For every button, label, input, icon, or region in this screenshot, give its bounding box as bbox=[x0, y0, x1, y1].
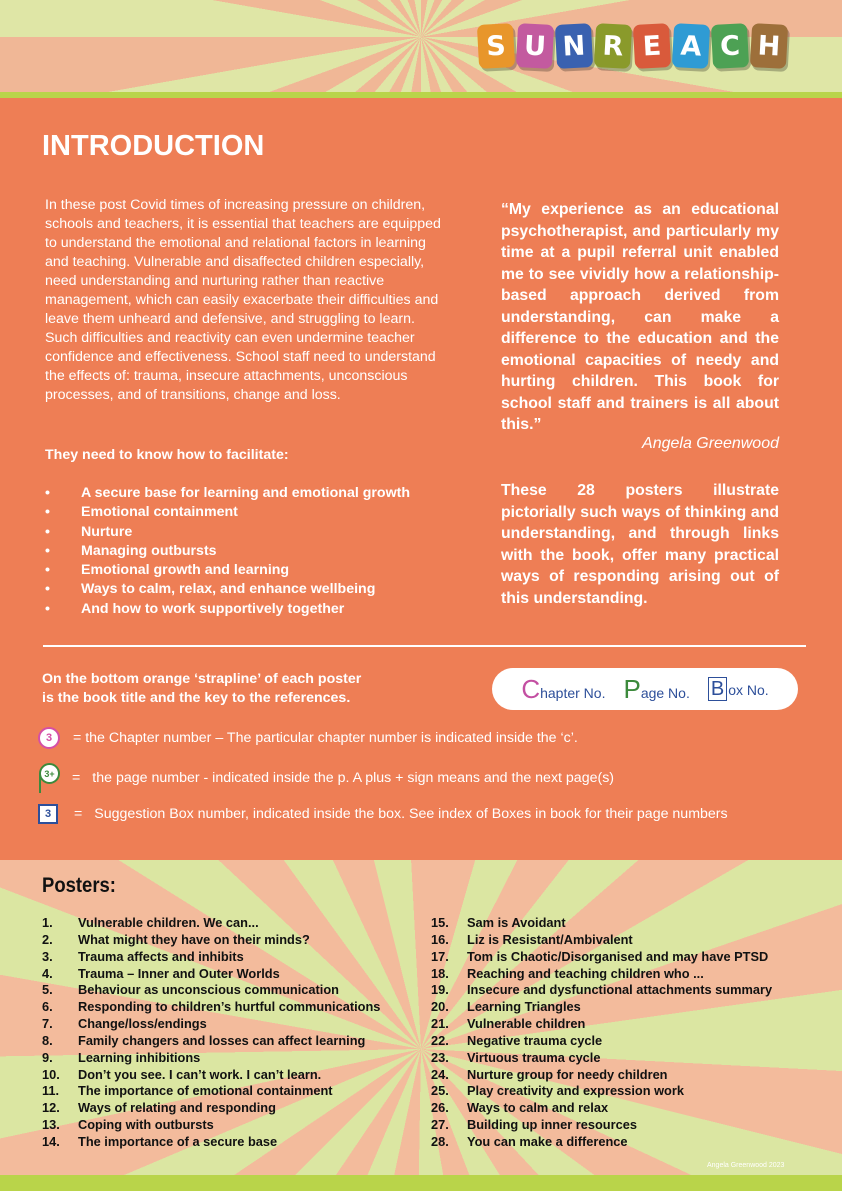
bullet-icon: • bbox=[45, 504, 50, 521]
list-item: • Managing outbursts bbox=[45, 542, 410, 561]
poster-title: What might they have on their minds? bbox=[78, 931, 310, 947]
facilitate-heading: They need to know how to facilitate: bbox=[45, 447, 289, 463]
poster-number: 10. bbox=[42, 1066, 60, 1082]
poster-list-item bbox=[431, 1117, 772, 1134]
poster-number: 11. bbox=[42, 1083, 60, 1099]
bullet-icon: • bbox=[45, 485, 50, 501]
poster-list-item bbox=[42, 1033, 380, 1050]
poster-title: Don’t you see. I can’t work. I can’t learn. bbox=[78, 1066, 322, 1082]
logo-letter-block: R bbox=[594, 23, 632, 69]
posters-heading: Posters: bbox=[42, 874, 116, 897]
poster-title: Trauma affects and inhibits bbox=[78, 948, 244, 964]
poster-number: 25. bbox=[431, 1083, 449, 1099]
strapline-note: On the bottom orange ‘strapline’ of each poster is the book title and the key to the references. bbox=[42, 671, 362, 706]
poster-number: 5. bbox=[42, 982, 53, 998]
poster-title: Learning inhibitions bbox=[78, 1049, 201, 1065]
poster-list-right bbox=[431, 915, 772, 1151]
bullet-icon: • bbox=[45, 562, 50, 579]
poster-list-item bbox=[431, 966, 772, 983]
poster-list-item bbox=[431, 982, 772, 999]
poster-list-item bbox=[42, 1016, 380, 1033]
poster-list-item bbox=[42, 1083, 380, 1100]
logo-letter-block: H bbox=[750, 23, 788, 69]
poster-list-item bbox=[431, 932, 772, 949]
poster-number: 18. bbox=[431, 965, 449, 981]
legend-box: 3 = Suggestion Box number, indicated inside the box. See index of Boxes in book for their page numbers bbox=[38, 804, 728, 824]
poster-list-item bbox=[431, 915, 772, 932]
poster-title: Negative trauma cycle bbox=[467, 1032, 603, 1048]
poster-number: 27. bbox=[431, 1117, 449, 1133]
poster-list-item bbox=[431, 1016, 772, 1033]
poster-title: You can make a difference bbox=[467, 1133, 628, 1149]
poster-list-item bbox=[42, 1067, 380, 1084]
poster-title: Behaviour as unconscious communication bbox=[78, 982, 339, 998]
poster-number: 12. bbox=[42, 1100, 60, 1116]
poster-list-item bbox=[42, 1117, 380, 1134]
poster-title: Virtuous trauma cycle bbox=[467, 1049, 601, 1065]
bullet-icon: • bbox=[45, 523, 50, 540]
poster-number: 24. bbox=[431, 1066, 449, 1082]
poster-title: The importance of emotional containment bbox=[78, 1083, 333, 1099]
key-chapter: C hapter No. bbox=[521, 673, 606, 704]
poster-number: 6. bbox=[42, 999, 53, 1015]
list-item: • Emotional growth and learning bbox=[45, 561, 410, 580]
quote-author: Angela Greenwood bbox=[642, 435, 779, 452]
poster-number: 16. bbox=[431, 931, 449, 947]
poster-list-item bbox=[431, 1100, 772, 1117]
poster-number: 22. bbox=[431, 1032, 449, 1048]
key-page: P age No. bbox=[623, 673, 690, 704]
box-letter-icon: B bbox=[708, 677, 727, 701]
logo-letter-block: S bbox=[477, 23, 515, 69]
poster-list-item bbox=[431, 1067, 772, 1084]
poster-list-item bbox=[431, 1083, 772, 1100]
poster-number: 19. bbox=[431, 982, 449, 998]
poster-number: 17. bbox=[431, 948, 449, 964]
poster-number: 1. bbox=[42, 915, 53, 930]
key-box: B ox No. bbox=[708, 677, 769, 701]
list-item: • Nurture bbox=[45, 523, 410, 542]
poster-number: 9. bbox=[42, 1049, 53, 1065]
poster-number: 23. bbox=[431, 1049, 449, 1065]
poster-list-item bbox=[42, 1050, 380, 1067]
poster-title: Insecure and dysfunctional attachments summary bbox=[467, 982, 773, 998]
footer-bar bbox=[0, 1175, 842, 1191]
logo-letter-block: U bbox=[516, 23, 554, 69]
legend-chapter: 3 = the Chapter number – The particular chapter number is indicated inside the ‘c’. bbox=[38, 727, 578, 749]
poster-title: Ways of relating and responding bbox=[78, 1100, 276, 1116]
poster-title: Coping with outbursts bbox=[78, 1117, 214, 1133]
intro-paragraph: In these post Covid times of increasing pressure on children, schools and teachers, it is essential that teachers are equipped to understand the emotional and relational factors in learning and teaching. Vulnerable and disaffected children especially, need understanding and nurturing rather than reactive management, which can easily exacerbate their difficulties and leave them unheard and defensive, and struggling to learn. Such difficulties and reactivity can even undermine teacher confidence and effectiveness. School staff need to understand the effects of: trauma, insecure attachments, unconscious processes, and of transitions, change and loss. bbox=[45, 197, 441, 403]
poster-title: Learning Triangles bbox=[467, 999, 581, 1015]
bullet-icon: • bbox=[45, 581, 50, 598]
logo-letter-block: A bbox=[672, 23, 710, 69]
copyright-credit: Angela Greenwood 2023 bbox=[707, 1162, 785, 1169]
poster-number: 13. bbox=[42, 1117, 60, 1133]
poster-list-item bbox=[42, 915, 380, 932]
poster-number: 20. bbox=[431, 999, 449, 1015]
poster-list-item bbox=[42, 949, 380, 966]
facilitate-list bbox=[45, 484, 410, 619]
poster-title: Family changers and losses can affect learning bbox=[78, 1032, 366, 1048]
reference-key bbox=[492, 668, 798, 710]
legend-page: 3+ = the page number - indicated inside the p. A plus + sign means and the next page(s) bbox=[38, 763, 614, 793]
poster-number: 28. bbox=[431, 1133, 449, 1149]
posters-intro-text: These 28 posters illustrate pictorially such ways of thinking and understanding, and through links with the book, offer many practical ways of responding arising out of this understanding. bbox=[501, 482, 779, 607]
poster-list-item bbox=[431, 1134, 772, 1151]
poster-list-item bbox=[431, 999, 772, 1016]
poster-list-item bbox=[42, 1100, 380, 1117]
logo-letter-block: E bbox=[633, 23, 671, 69]
poster-title: Change/loss/endings bbox=[78, 1016, 207, 1032]
poster-list-item bbox=[431, 949, 772, 966]
poster-title: Tom is Chaotic/Disorganised and may have PTSD bbox=[467, 948, 769, 964]
page-letter-icon: P bbox=[623, 673, 641, 704]
author-quote: “My experience as an educational psychotherapist, and particularly my time at a pupil referral unit enabled me to see vividly how a relationship-based approach derived from understanding, can make a difference to the education and the emotional capacities of needy and hurting children. This book for school staff and trainers is all about this.” bbox=[501, 201, 779, 433]
poster-title: The importance of a secure base bbox=[78, 1133, 278, 1149]
poster-list-item bbox=[42, 1134, 380, 1151]
poster-title: Vulnerable children. We can... bbox=[78, 915, 259, 930]
poster-list-item bbox=[431, 1033, 772, 1050]
poster-number: 26. bbox=[431, 1100, 449, 1116]
box-square-icon: 3 bbox=[38, 804, 58, 824]
bullet-icon: • bbox=[45, 542, 50, 559]
poster-list-item bbox=[42, 982, 380, 999]
poster-title: Responding to children’s hurtful communications bbox=[78, 999, 381, 1015]
poster-list-item bbox=[42, 932, 380, 949]
list-item: • And how to work supportively together bbox=[45, 600, 410, 619]
poster-list-item bbox=[42, 999, 380, 1016]
poster-number: 15. bbox=[431, 915, 449, 930]
sunreach-logo bbox=[478, 24, 787, 68]
poster-title: Play creativity and expression work bbox=[467, 1083, 684, 1099]
poster-title: Vulnerable children bbox=[467, 1016, 586, 1032]
poster-number: 7. bbox=[42, 1016, 53, 1032]
poster-title: Ways to calm and relax bbox=[467, 1100, 609, 1116]
chapter-circle-icon: 3 bbox=[38, 727, 60, 749]
poster-list-item bbox=[431, 1050, 772, 1067]
poster-number: 14. bbox=[42, 1133, 60, 1149]
chapter-letter-icon: C bbox=[521, 673, 541, 704]
list-item: • Ways to calm, relax, and enhance wellbeing bbox=[45, 580, 410, 599]
list-item: • Emotional containment bbox=[45, 503, 410, 522]
poster-number: 2. bbox=[42, 931, 53, 947]
poster-title: Trauma – Inner and Outer Worlds bbox=[78, 965, 280, 981]
poster-title: Liz is Resistant/Ambivalent bbox=[467, 931, 633, 947]
poster-number: 21. bbox=[431, 1016, 449, 1032]
page-p-icon: 3+ bbox=[38, 763, 57, 793]
section-divider bbox=[43, 645, 806, 647]
list-item: • A secure base for learning and emotional growth bbox=[45, 484, 410, 503]
bullet-icon: • bbox=[45, 600, 50, 617]
poster-title: Building up inner resources bbox=[467, 1117, 637, 1133]
poster-list-item bbox=[42, 966, 380, 983]
poster-number: 8. bbox=[42, 1032, 53, 1048]
poster-number: 3. bbox=[42, 948, 53, 964]
page-title: INTRODUCTION bbox=[42, 130, 265, 162]
poster-list-left bbox=[42, 915, 380, 1151]
poster-title: Reaching and teaching children who ... bbox=[467, 965, 704, 981]
logo-letter-block: N bbox=[555, 23, 593, 69]
poster-title: Nurture group for needy children bbox=[467, 1066, 668, 1082]
poster-title: Sam is Avoidant bbox=[467, 915, 566, 930]
logo-letter-block: C bbox=[711, 23, 749, 69]
poster-number: 4. bbox=[42, 965, 53, 981]
